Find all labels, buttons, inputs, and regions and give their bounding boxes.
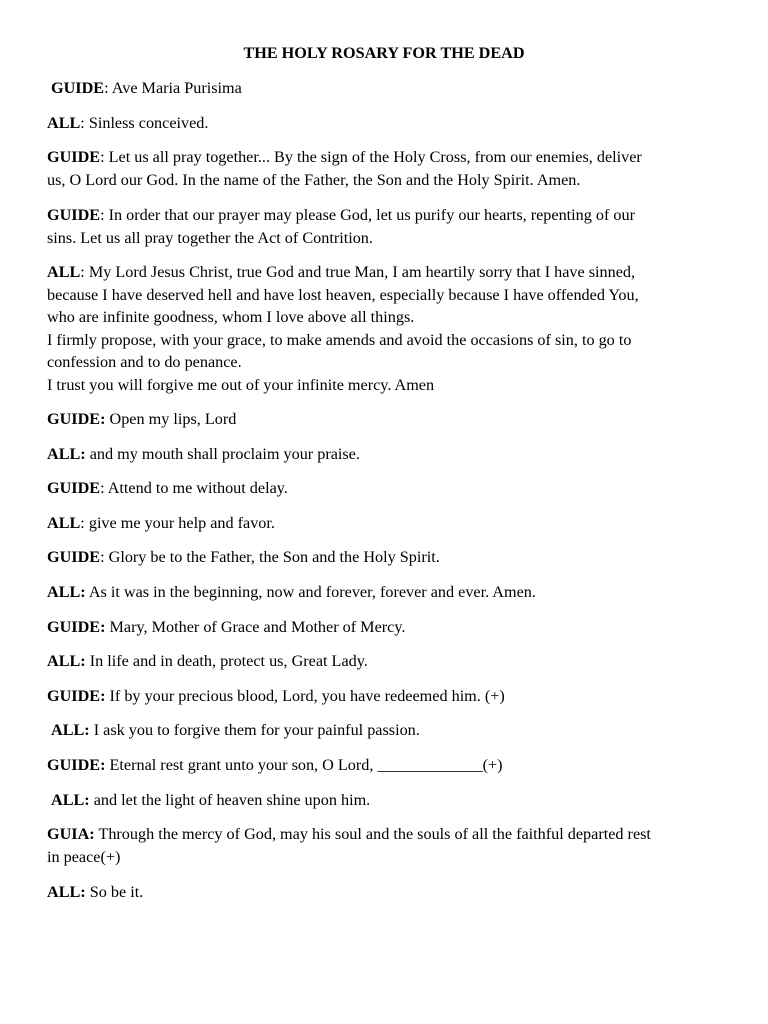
speaker-label: GUIDE: [47, 148, 101, 166]
speaker-label: ALL:: [47, 883, 86, 901]
speaker-label: ALL:: [51, 721, 90, 739]
prayer-text: If by your precious blood, Lord, you have redeemed him. (+): [109, 687, 505, 705]
speaker-label: GUIDE:: [47, 687, 106, 705]
prayer-text: I ask you to forgive them for your painful passion.: [93, 721, 420, 739]
prayer-text: Ave Maria Purisima: [111, 79, 242, 97]
speaker-separator: :: [80, 263, 89, 281]
paragraph-line: [47, 512, 727, 535]
speaker-label: GUIDE: [47, 548, 101, 566]
paragraph-line: confession and to do penance.: [47, 353, 242, 372]
speaker-label: GUIA:: [47, 825, 95, 843]
prayer-text: Glory be to the Father, the Son and the Holy Spirit.: [108, 548, 440, 566]
paragraph-line: [47, 581, 727, 604]
speaker-separator: :: [100, 206, 109, 224]
paragraph-line: I firmly propose, with your grace, to make amends and avoid the occasions of sin, to go to: [47, 330, 632, 349]
prayer-paragraph: [47, 112, 727, 135]
prayer-paragraph: [47, 616, 727, 639]
prayer-paragraph: [47, 477, 727, 500]
prayer-text: Sinless conceived.: [88, 114, 209, 132]
speaker-label: ALL: [47, 263, 81, 281]
speaker-label: GUIDE:: [47, 756, 106, 774]
prayer-paragraph: [47, 443, 727, 466]
prayer-text: Attend to me without delay.: [107, 479, 288, 497]
document-title: THE HOLY ROSARY FOR THE DEAD: [243, 44, 525, 62]
paragraph-line: [47, 754, 727, 777]
paragraph-line: [51, 77, 731, 100]
speaker-separator: :: [100, 148, 109, 166]
paragraph-line: [47, 477, 727, 500]
prayer-paragraph: [47, 685, 727, 708]
prayer-text: and my mouth shall proclaim your praise.: [89, 445, 360, 463]
prayer-paragraph: [47, 261, 727, 397]
paragraph-line: who are infinite goodness, whom I love above all things.: [47, 308, 415, 327]
paragraph-line: [47, 443, 727, 466]
speaker-label: ALL: [47, 114, 81, 132]
prayer-paragraph: [47, 146, 727, 191]
paragraph-line: [47, 204, 727, 227]
prayer-text: give me your help and favor.: [88, 514, 275, 532]
prayer-text: In life and in death, protect us, Great Lady.: [89, 652, 368, 670]
paragraph-line: [47, 546, 727, 569]
speaker-label: GUIDE: [51, 79, 105, 97]
prayer-text: My Lord Jesus Christ, true God and true Man, I am heartily sorry that I have sinned,: [88, 263, 636, 281]
speaker-separator: :: [80, 514, 89, 532]
prayer-paragraph: [51, 789, 731, 812]
paragraph-line: [47, 881, 727, 904]
paragraph-line: [51, 719, 731, 742]
prayer-paragraph: [47, 581, 727, 604]
speaker-separator: :: [100, 548, 109, 566]
paragraph-line: [47, 146, 727, 169]
paragraph-line: [47, 650, 727, 673]
speaker-label: GUIDE: [47, 479, 101, 497]
paragraph-line: sins. Let us all pray together the Act of Contrition.: [47, 228, 373, 247]
prayer-text: Let us all pray together... By the sign of the Holy Cross, from our enemies, deliver: [108, 148, 642, 166]
speaker-label: ALL:: [51, 791, 90, 809]
prayer-paragraph: [47, 823, 727, 868]
prayer-paragraph: [51, 719, 731, 742]
prayer-paragraph: [51, 77, 731, 100]
prayer-paragraph: [47, 546, 727, 569]
paragraph-line: I trust you will forgive me out of your infinite mercy. Amen: [47, 375, 435, 394]
speaker-label: ALL:: [47, 445, 86, 463]
paragraph-line: [47, 112, 727, 135]
prayer-paragraph: [47, 650, 727, 673]
prayer-paragraph: [47, 408, 727, 431]
prayer-paragraph: [47, 881, 727, 904]
prayer-paragraph: [47, 754, 727, 777]
prayer-text: As it was in the beginning, now and forever, forever and ever. Amen.: [88, 583, 536, 601]
speaker-label: ALL: [47, 514, 81, 532]
prayer-text: Mary, Mother of Grace and Mother of Mercy.: [109, 618, 406, 636]
paragraph-line: [47, 616, 727, 639]
speaker-label: ALL:: [47, 583, 86, 601]
speaker-label: GUIDE:: [47, 410, 106, 428]
speaker-label: GUIDE:: [47, 618, 106, 636]
speaker-separator: :: [80, 114, 89, 132]
paragraph-line: [47, 261, 727, 284]
speaker-label: GUIDE: [47, 206, 101, 224]
prayer-text: In order that our prayer may please God, let us purify our hearts, repenting of our: [108, 206, 635, 224]
paragraph-line: in peace(+): [47, 847, 121, 866]
prayer-text: So be it.: [89, 883, 144, 901]
prayer-text: Open my lips, Lord: [109, 410, 237, 428]
speaker-separator: :: [100, 479, 108, 497]
paragraph-line: [47, 408, 727, 431]
prayer-text: Through the mercy of God, may his soul and the souls of all the faithful departed rest: [98, 825, 651, 843]
prayer-paragraph: [47, 512, 727, 535]
paragraph-line: [47, 685, 727, 708]
prayer-text: Eternal rest grant unto your son, O Lord, _____________(+): [109, 756, 503, 774]
paragraph-line: because I have deserved hell and have lost heaven, especially because I have offended You,: [47, 285, 639, 304]
speaker-label: ALL:: [47, 652, 86, 670]
prayer-paragraph: [47, 204, 727, 249]
paragraph-line: us, O Lord our God. In the name of the Father, the Son and the Holy Spirit. Amen.: [47, 170, 581, 189]
paragraph-line: [51, 789, 731, 812]
prayer-text: and let the light of heaven shine upon him.: [93, 791, 371, 809]
paragraph-line: [47, 823, 727, 846]
speaker-separator: :: [104, 79, 112, 97]
